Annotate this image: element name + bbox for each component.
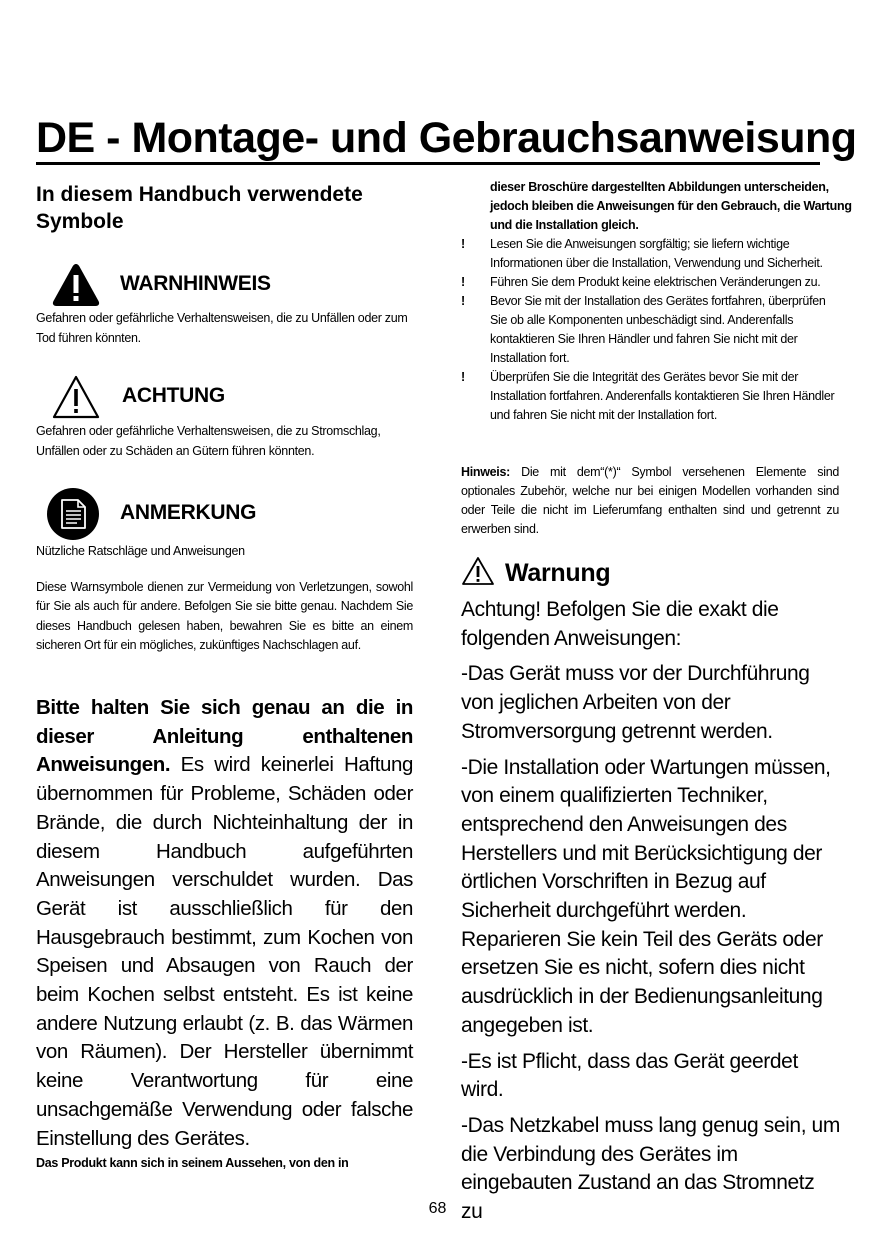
page-number: 68 <box>428 1200 447 1217</box>
page-title: DE - Montage- und Gebrauchsanweisung <box>36 114 857 162</box>
hint-paragraph <box>461 463 839 539</box>
warning-paragraph: -Die Installation oder Wartungen müssen, von einem qualifizierten Techniker, entsprechend den Anweisungen des Herstellers und mit Berücksichtigung der örtlichen Vorschriften in Bezug auf Sicherheit durchgeführt werden. Reparieren Sie kein Teil des Geräts oder ersetzen Sie es nicht, sofern dies nicht ausdrücklich in der Bedienungsanleitung angegeben ist. <box>461 755 831 1037</box>
caution-outline-icon <box>51 374 101 420</box>
warning-body <box>461 596 841 1234</box>
list-item: ! Lesen Sie die Anweisungen sorgfältig; sie liefern wichtige Informationen über die Installation, Verwendung und Sicherheit. <box>461 237 823 270</box>
list-item: ! Überprüfen Sie die Integrität des Gerätes bevor Sie mit der Installation fortfahren. Anderenfalls kontaktieren Sie Ihren Händler und fahren Sie nicht mit der Installation fort. <box>461 370 835 422</box>
exclamation-mark-icon: ! <box>461 275 465 289</box>
symbols-heading-line1: In diesem Handbuch verwendete <box>36 183 363 206</box>
warning-heading: Warnung <box>505 559 611 587</box>
symbol-description-warnhinweis: Gefahren oder gefährliche Verhaltensweisen, die zu Unfällen oder zum Tod führen könnten. <box>36 311 408 345</box>
main-paragraph-bold: Bitte halten Sie sich genau an die in dieser Anleitung enthaltenen Anweisungen. <box>36 696 413 777</box>
warning-paragraph: -Das Gerät muss vor der Durchführung von jeglichen Arbeiten von der Stromversorgung getrennt werden. <box>461 662 810 743</box>
warning-filled-icon <box>51 262 101 308</box>
exclamation-mark-icon: ! <box>461 237 465 251</box>
warning-paragraph: -Es ist Pflicht, dass das Gerät geerdet wird. <box>461 1049 798 1102</box>
warning-paragraph: Achtung! Befolgen Sie die exakt die folgenden Anweisungen: <box>461 598 779 650</box>
symbol-description-achtung: Gefahren oder gefährliche Verhaltensweisen, die zu Stromschlag, Unfällen oder zu Schäden an Gütern führen könnten. <box>36 424 381 458</box>
symbol-description-anmerkung: Nützliche Ratschläge und Anweisungen <box>36 544 245 558</box>
warning-paragraph: -Das Netzkabel muss lang genug sein, um die Verbindung des Gerätes im eingebauten Zustand an das Stromnetz zu <box>461 1113 840 1224</box>
exclamation-mark-icon: ! <box>461 294 465 308</box>
exclamation-mark-icon: ! <box>461 370 465 384</box>
symbol-label-warnhinweis: WARNHINWEIS <box>120 272 271 295</box>
main-paragraph <box>36 694 413 1153</box>
safety-bullet-list <box>461 235 839 425</box>
symbols-heading <box>36 181 426 235</box>
appearance-note-continuation: dieser Broschüre dargestellten Abbildungen unterscheiden, jedoch bleiben die Anweisungen für den Gebrauch, die Wartung und die Installation gleich. <box>490 180 852 232</box>
hint-label: Hinweis: <box>461 465 510 479</box>
title-underline <box>36 162 820 165</box>
note-document-icon <box>46 487 100 541</box>
intro-paragraph: Diese Warnsymbole dienen zur Vermeidung von Verletzungen, sowohl für Sie als auch für andere. Befolgen Sie sie bitte genau. Nachdem Sie dieses Handbuch gelesen haben, bewahren Sie es bitte an einem sicheren Ort für ein mögliches, zukünftiges Nachschlagen auf. <box>36 580 413 652</box>
symbols-heading-line2: Symbole <box>36 210 124 233</box>
list-item: ! Führen Sie dem Produkt keine elektrischen Veränderungen zu. <box>461 273 839 292</box>
hint-text: Die mit dem“(*)“ Symbol versehenen Elemente sind optionales Zubehör, welche nur bei einigen Modellen vorhanden sind oder Teile die nicht im Lieferumfang enthalten sind und getrennt zu erwerben sind. <box>461 465 839 536</box>
warning-outline-icon <box>461 556 495 586</box>
main-paragraph-rest: Es wird keinerlei Haftung übernommen für Probleme, Schäden oder Brände, die durch Nichteinhaltung der in diesem Handbuch aufgeführten Anweisungen verschuldet wurden. Das Gerät ist ausschließlich für den Hausgebrauch bestimmt, zum Kochen von Speisen und Absaugen von Rauch der beim Kochen selbst entsteht. Es ist keine andere Nutzung erlaubt (z. B. das Wärmen von Räumen). Der Hersteller übernimmt keine Verantwortung für eine unsachgemäße Verwendung oder falsche Einstellung des Gerätes. <box>36 753 413 1150</box>
appearance-note: Das Produkt kann sich in seinem Aussehen, von den in <box>36 1156 349 1170</box>
list-item: ! Bevor Sie mit der Installation des Gerätes fortfahren, überprüfen Sie ob alle Komponenten unbeschädigt sind. Anderenfalls kontaktieren Sie Ihren Händler und fahren Sie nicht mit der Installation fort. <box>461 294 826 365</box>
symbol-label-anmerkung: ANMERKUNG <box>120 501 257 524</box>
symbol-label-achtung: ACHTUNG <box>122 384 225 407</box>
